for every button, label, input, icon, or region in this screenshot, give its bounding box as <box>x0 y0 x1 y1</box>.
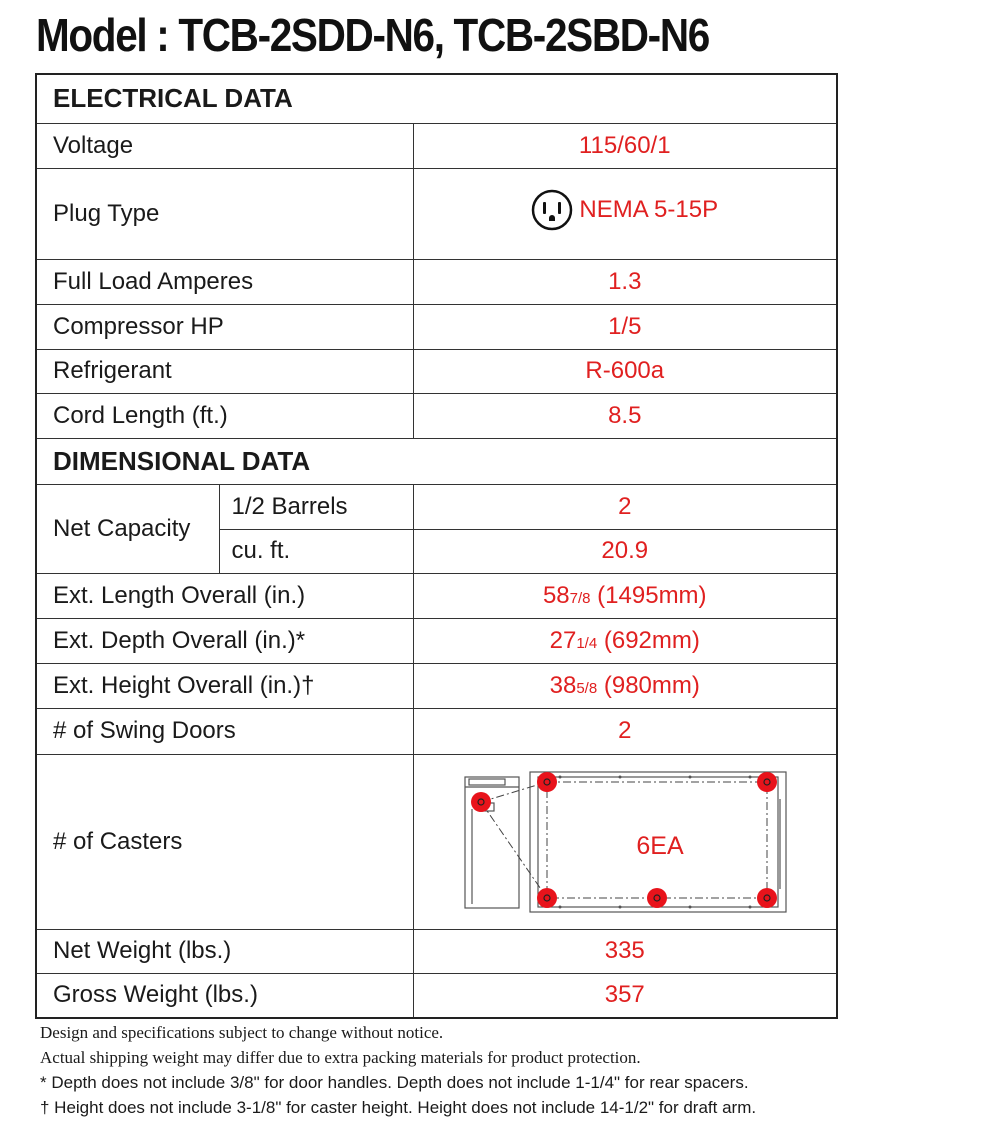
net-weight-label: Net Weight (lbs.) <box>36 929 413 973</box>
table-row <box>36 573 837 618</box>
table-row <box>36 929 837 973</box>
depth-fraction: 1/4 <box>576 634 598 652</box>
section-dimensional <box>36 438 837 484</box>
height-metric: (980mm) <box>597 671 700 699</box>
compressor-hp-value: 1/5 <box>413 304 837 349</box>
cuft-label: cu. ft. <box>219 529 413 573</box>
voltage-value: 115/60/1 <box>413 123 837 168</box>
spec-table <box>35 73 838 1019</box>
table-row <box>36 259 837 304</box>
table-row <box>36 618 837 663</box>
table-row <box>36 168 837 259</box>
cuft-value: 20.9 <box>413 529 837 573</box>
plug-type-value: NEMA 5-15P <box>579 196 719 223</box>
swing-doors-value: 2 <box>413 708 837 754</box>
depth-label: Ext. Depth Overall (in.)* <box>36 618 413 663</box>
casters-label: # of Casters <box>36 754 413 929</box>
caster-marker <box>757 888 777 908</box>
footnote-disclaimer: Design and specifications subject to change without notice. <box>40 1023 444 1042</box>
height-whole: 38 <box>549 671 577 699</box>
caster-outline <box>481 782 767 898</box>
section-heading-dimensional: DIMENSIONAL DATA <box>36 438 837 484</box>
plug-type-label: Plug Type <box>36 168 413 259</box>
caster-marker <box>647 888 667 908</box>
table-row <box>36 708 837 754</box>
caster-marker <box>537 888 557 908</box>
amps-label: Full Load Amperes <box>36 259 413 304</box>
length-whole: 58 <box>542 581 570 609</box>
gross-weight-value: 357 <box>413 973 837 1018</box>
table-row <box>36 754 837 929</box>
barrels-label: 1/2 Barrels <box>219 484 413 529</box>
height-label: Ext. Height Overall (in.)† <box>36 663 413 708</box>
table-row <box>36 393 837 438</box>
refrigerant-label: Refrigerant <box>36 349 413 393</box>
table-row <box>36 123 837 168</box>
depth-value <box>413 618 837 663</box>
length-value <box>413 573 837 618</box>
net-capacity-label: Net Capacity <box>36 484 219 573</box>
gross-weight-label: Gross Weight (lbs.) <box>36 973 413 1018</box>
net-weight-value: 335 <box>413 929 837 973</box>
caster-marker <box>471 792 491 812</box>
amps-value: 1.3 <box>413 259 837 304</box>
section-heading-electrical: ELECTRICAL DATA <box>36 74 837 123</box>
depth-metric: (692mm) <box>597 626 700 654</box>
height-value <box>413 663 837 708</box>
caster-marker <box>537 772 557 792</box>
page-title: Model : TCB-2SDD-N6, TCB-2SBD-N6 <box>36 9 709 61</box>
caster-marker <box>757 772 777 792</box>
barrels-value: 2 <box>413 484 837 529</box>
footnote-depth: * Depth does not include 3/8" for door handles. Depth does not include 1-1/4" for rear spacers. <box>40 1073 749 1092</box>
length-label: Ext. Length Overall (in.) <box>36 573 413 618</box>
voltage-label: Voltage <box>36 123 413 168</box>
height-fraction: 5/8 <box>576 679 598 697</box>
table-row <box>36 663 837 708</box>
length-fraction: 7/8 <box>569 589 591 607</box>
table-row <box>36 973 837 1018</box>
table-row <box>36 484 837 529</box>
footnote-height: † Height does not include 3-1/8" for caster height. Height does not include 14-1/2" for draft arm. <box>40 1098 757 1117</box>
caster-markers <box>471 772 777 908</box>
depth-whole: 27 <box>549 626 577 654</box>
nema-plug-icon <box>531 189 573 231</box>
casters-value: 6EA <box>636 832 684 860</box>
caster-layout-diagram <box>460 769 790 914</box>
footnotes <box>40 1020 990 1120</box>
footnote-shipping: Actual shipping weight may differ due to extra packing materials for product protection. <box>40 1048 641 1067</box>
casters-value-cell <box>413 754 837 929</box>
refrigerant-value: R-600a <box>413 349 837 393</box>
length-metric: (1495mm) <box>590 581 707 609</box>
cord-length-label: Cord Length (ft.) <box>36 393 413 438</box>
cord-length-value: 8.5 <box>413 393 837 438</box>
table-row <box>36 349 837 393</box>
compressor-hp-label: Compressor HP <box>36 304 413 349</box>
table-row <box>36 304 837 349</box>
swing-doors-label: # of Swing Doors <box>36 708 413 754</box>
section-electrical <box>36 74 837 123</box>
plug-type-value-cell <box>413 168 837 259</box>
